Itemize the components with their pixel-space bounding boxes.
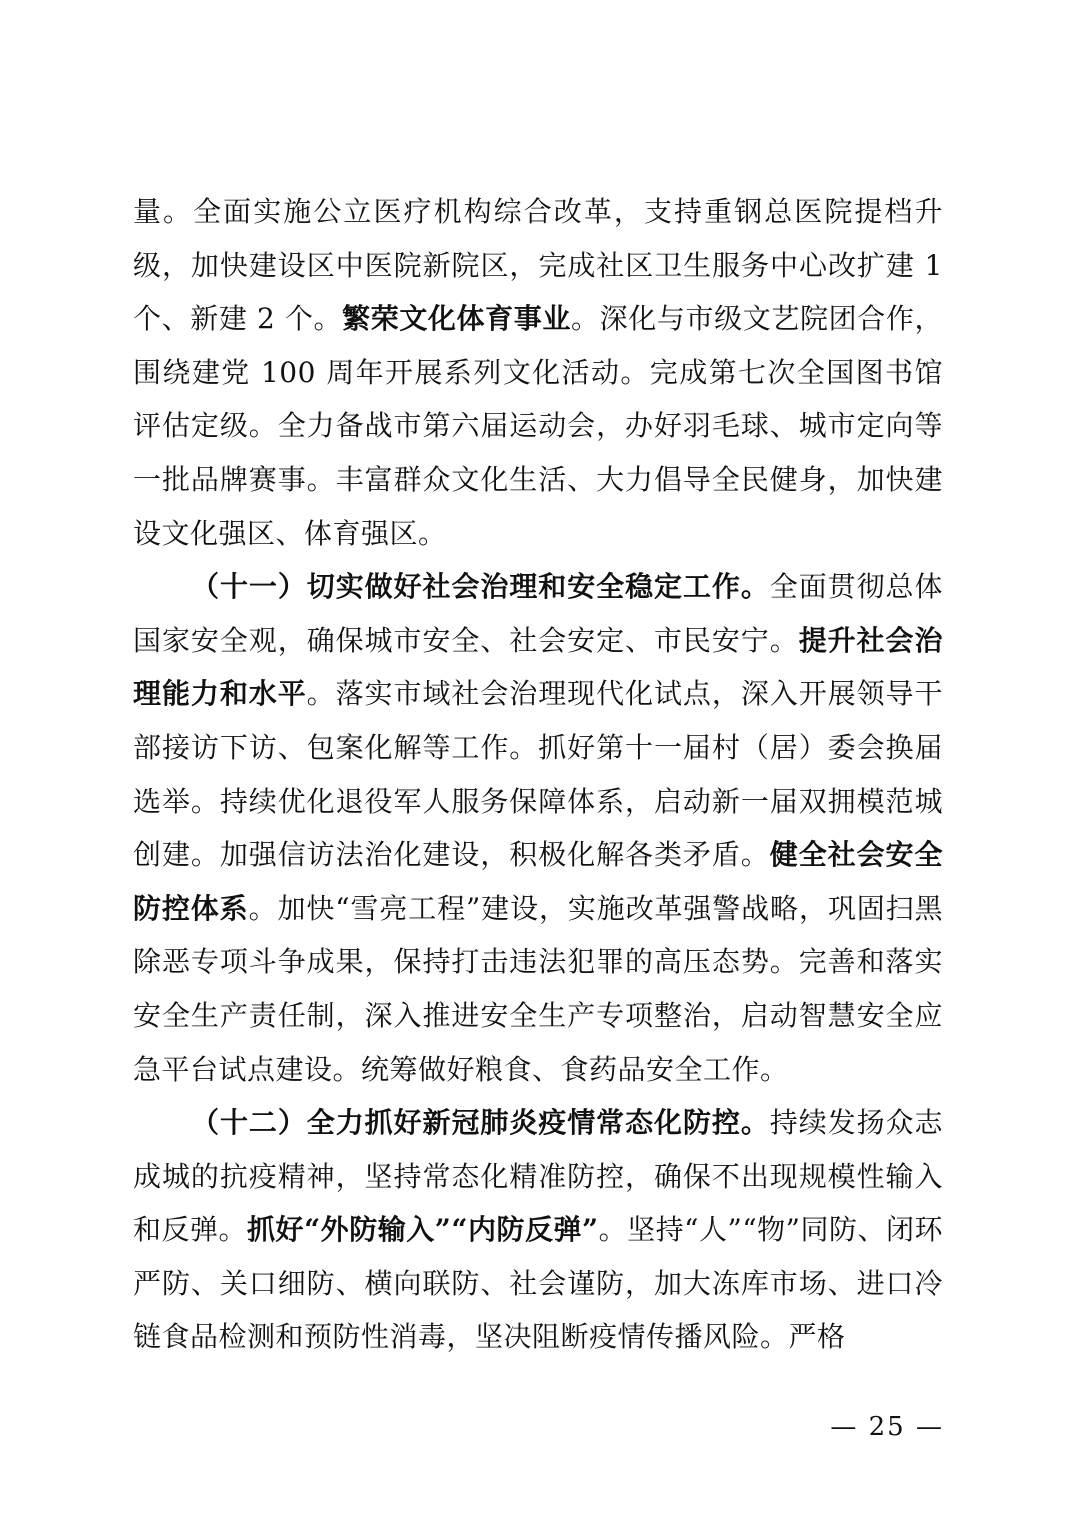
section-heading-11: （十一）切实做好社会治理和安全稳定工作。 [191,570,770,604]
section-heading-12: （十二）全力抓好新冠肺炎疫情常态化防控。 [191,1106,770,1140]
text-segment: 全面贯彻总体国家安全观，确保城市安全、社会安定、市民安宁。 [133,570,943,657]
bold-heading-prevention: 抓好“外防输入”“内防反弹” [247,1213,599,1247]
text-segment: 持续发扬众志成城的抗疫精神，坚持常态化精准防控，确保不出现规模性输入和反弹。 [133,1106,943,1247]
text-segment: 。坚持“人”“物”同防、闭环严防、关口细防、横向联防、社会谨防，加大冻库市场、进口冷链食品检测和预防性消毒，坚决阻断疫情传播风险。严格 [133,1213,943,1354]
bold-heading-governance: 提升社会治理能力和水平 [133,623,943,711]
paragraph-health-culture [133,185,943,560]
paragraph-epidemic-control [133,1096,943,1364]
bold-heading-culture-sports: 繁荣文化体育事业 [342,302,572,336]
text-segment: 量。全面实施公立医疗机构综合改革，支持重钢总医院提档升级，加快建设区中医院新院区，完成社区卫生服务中心改扩建 1 个、新建 2 个。 [133,195,943,336]
text-segment: 。加快“雪亮工程”建设，实施改革强警战略，巩固扫黑除恶专项斗争成果，保持打击违法犯罪的高压态势。完善和落实安全生产责任制，深入推进安全生产专项整治，启动智慧安全应急平台试点建设。统筹做好粮食、食药品安全工作。 [133,891,943,1086]
page-number: — 25 — [830,1412,944,1442]
paragraph-social-governance [133,560,943,1096]
bold-heading-security-system: 健全社会安全防控体系 [133,838,943,925]
text-segment: 。落实市域社会治理现代化试点，深入开展领导干部接访下访、包案化解等工作。抓好第十一届村（居）委会换届选举。持续优化退役军人服务保障体系，启动新一届双拥模范城创建。加强信访法治化建设，积极化解各类矛盾。 [133,677,943,872]
document-body [133,185,943,1364]
text-segment: 。深化与市级文艺院团合作，围绕建党 100 周年开展系列文化活动。完成第七次全国图书馆评估定级。全力备战市第六届运动会，办好羽毛球、城市定向等一批品牌赛事。丰富群众文化生活、大力倡导全民健身，加快建设文化强区、体育强区。 [133,302,943,550]
